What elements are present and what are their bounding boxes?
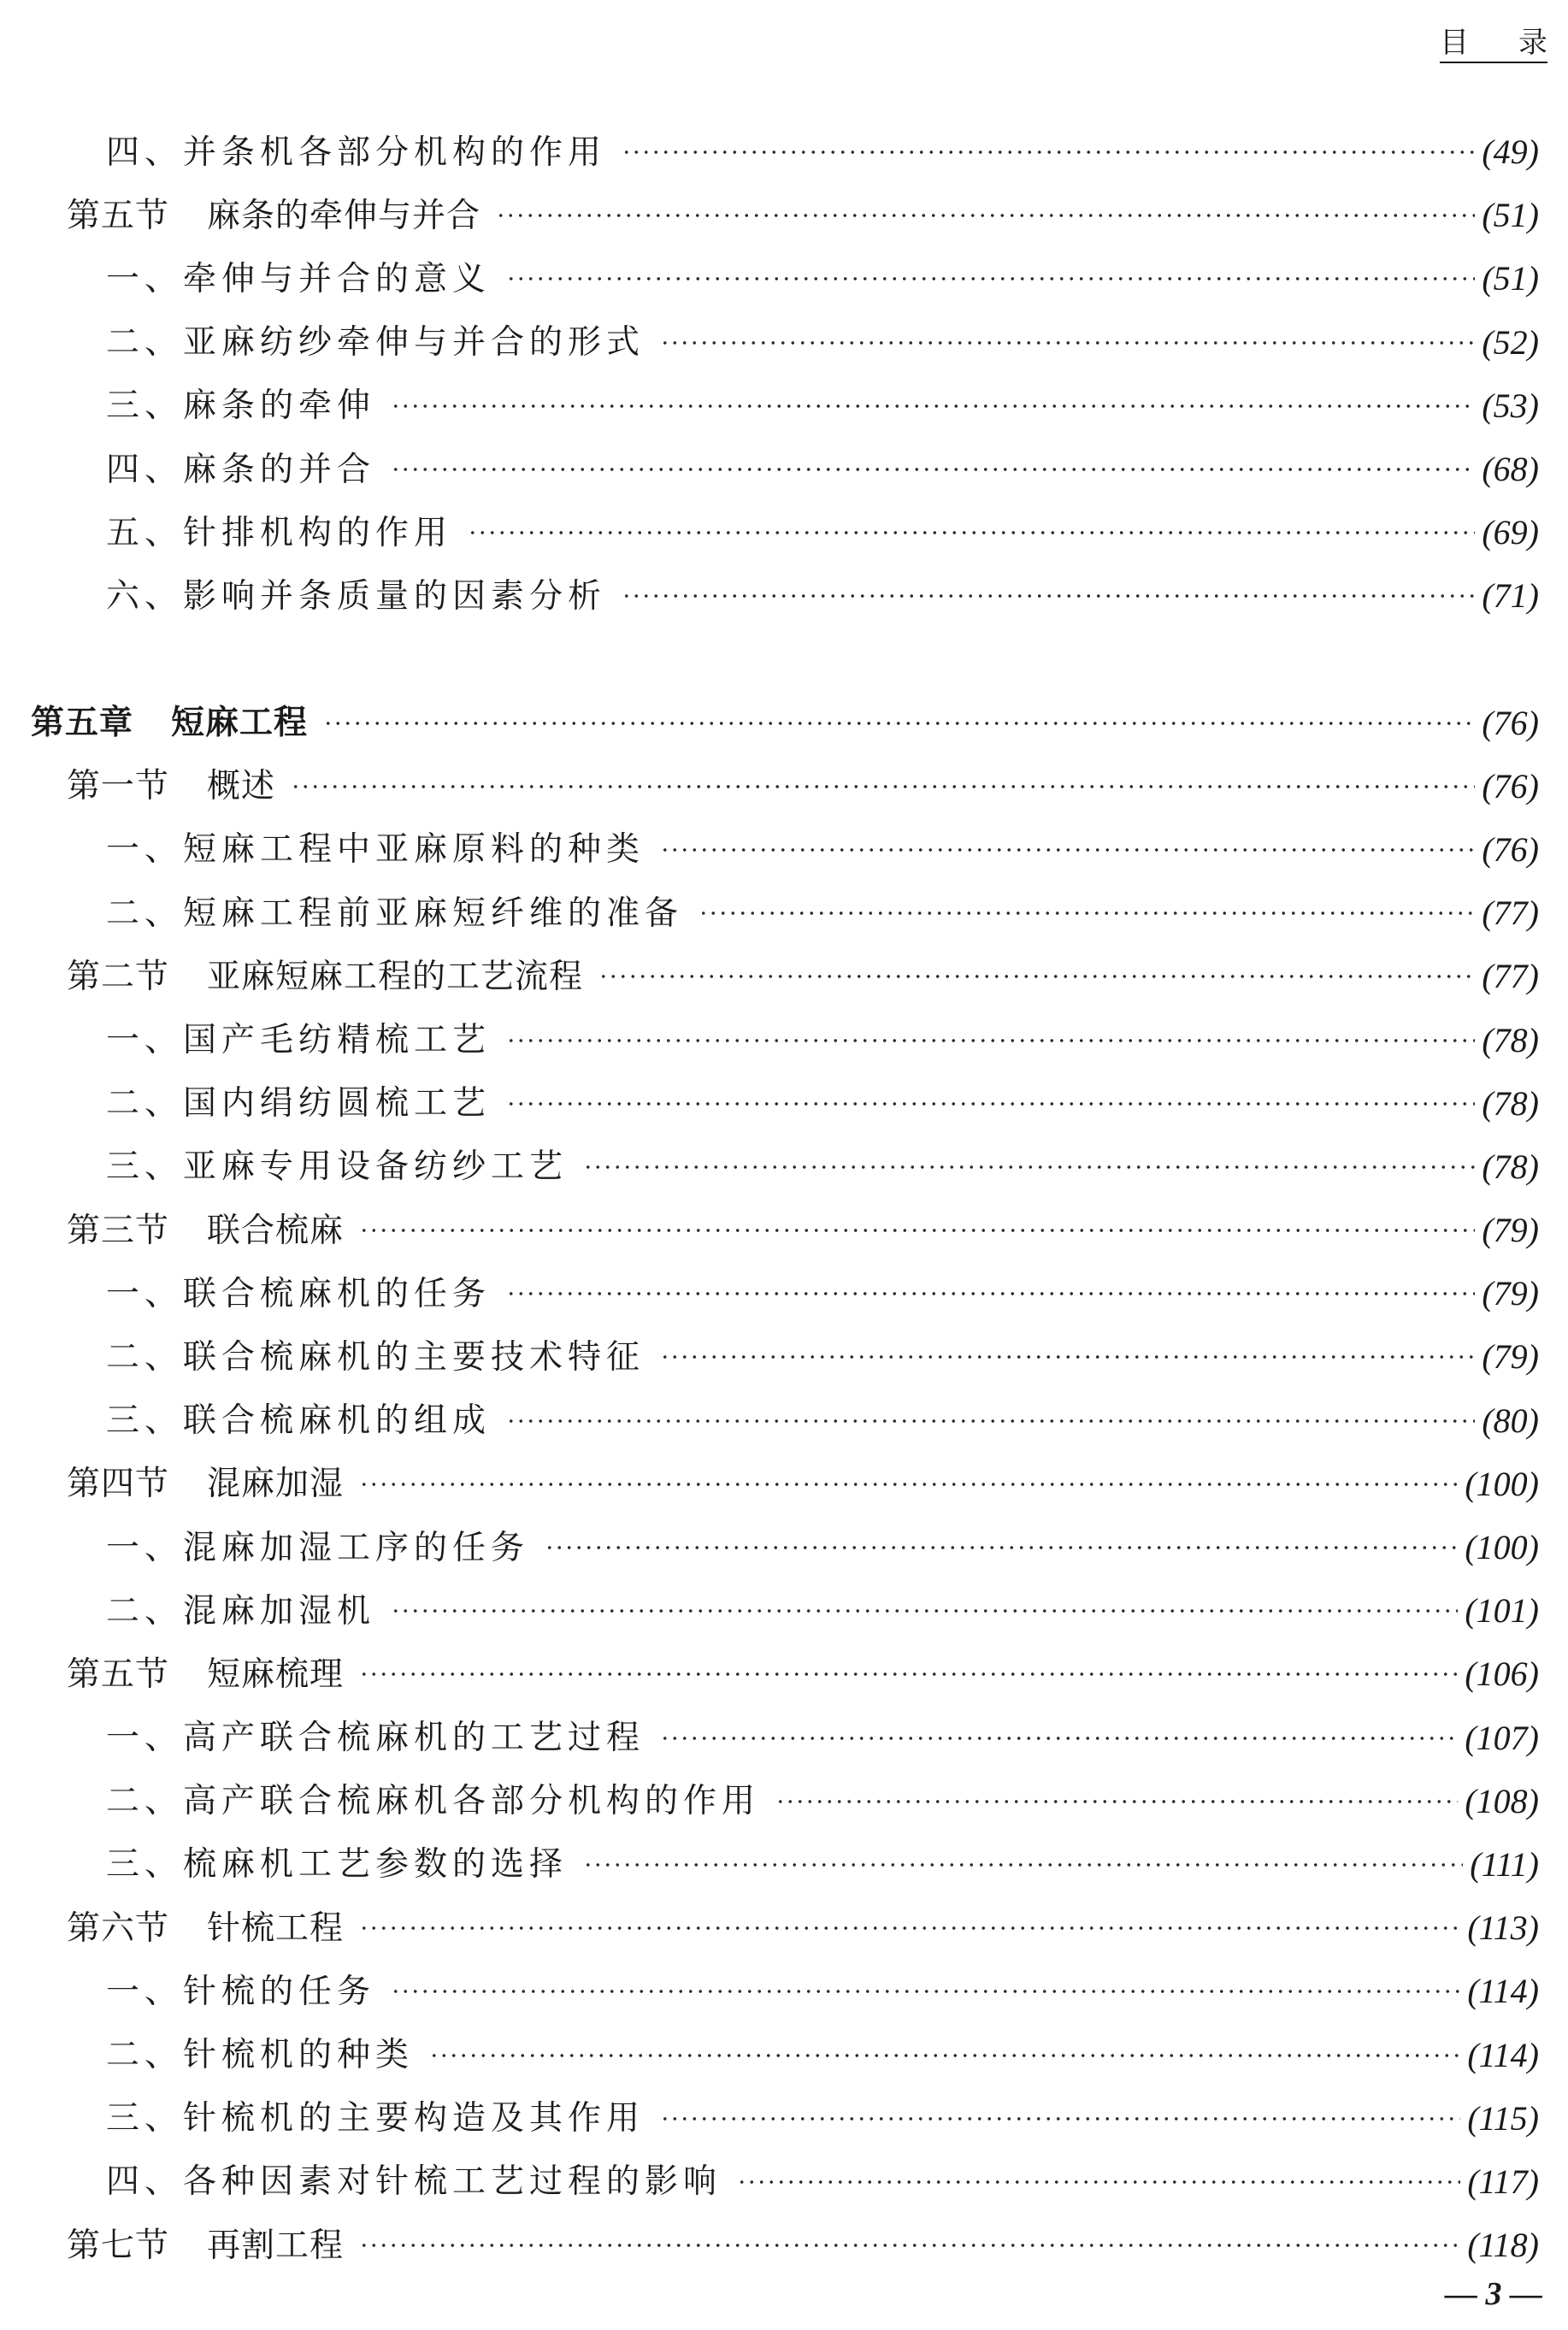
toc-entry-title bbox=[31, 1591, 376, 1631]
toc-entry-text: 短麻工程 bbox=[171, 703, 309, 743]
toc-entry-page: (79) bbox=[1482, 1337, 1539, 1377]
toc-entry-item[interactable] bbox=[31, 2150, 1539, 2214]
dot-leader bbox=[506, 275, 1475, 282]
running-header-left: 目 bbox=[1440, 26, 1469, 60]
toc-entry-text: 二、高产联合梳麻机各部分机构的作用 bbox=[106, 1782, 761, 1821]
toc-entry-text: 一、国产毛纺精梳工艺 bbox=[106, 1021, 492, 1060]
toc-entry-title bbox=[31, 1401, 492, 1441]
dot-leader bbox=[598, 973, 1475, 980]
dot-leader bbox=[429, 2052, 1460, 2059]
dot-leader bbox=[359, 1227, 1475, 1234]
toc-entry-item[interactable] bbox=[31, 1136, 1539, 1199]
toc-entry-title bbox=[31, 767, 276, 806]
toc-entry-section[interactable] bbox=[31, 1643, 1539, 1706]
toc-entry-text: 二、混麻加湿机 bbox=[106, 1591, 376, 1631]
toc-entry-title bbox=[31, 1084, 492, 1124]
dot-leader bbox=[660, 2115, 1460, 2122]
dot-leader bbox=[391, 1988, 1460, 1995]
toc-entry-title bbox=[31, 196, 481, 235]
table-of-contents bbox=[31, 121, 1539, 2277]
toc-entry-label: 第六节 bbox=[67, 1908, 170, 1948]
toc-entry-item[interactable] bbox=[31, 2023, 1539, 2086]
toc-entry-page: (49) bbox=[1482, 133, 1539, 172]
dot-leader bbox=[359, 2242, 1460, 2249]
toc-entry-page: (77) bbox=[1482, 894, 1539, 933]
toc-entry-title bbox=[31, 259, 492, 298]
toc-entry-title bbox=[31, 2099, 645, 2138]
toc-entry-text: 三、针梳机的主要构造及其作用 bbox=[106, 2099, 645, 2138]
toc-entry-item[interactable] bbox=[31, 2087, 1539, 2150]
toc-entry-text: 混麻加湿 bbox=[207, 1465, 345, 1504]
toc-entry-title bbox=[31, 1655, 345, 1694]
toc-entry-page: (78) bbox=[1482, 1083, 1539, 1123]
dot-leader bbox=[737, 2179, 1460, 2185]
toc-entry-title bbox=[31, 894, 684, 933]
toc-entry-page: (69) bbox=[1482, 513, 1539, 552]
toc-entry-page: (77) bbox=[1482, 957, 1539, 996]
toc-entry-title bbox=[31, 1274, 492, 1313]
toc-entry-item[interactable] bbox=[31, 311, 1539, 375]
dot-leader bbox=[359, 1481, 1458, 1488]
toc-entry-item[interactable] bbox=[31, 438, 1539, 501]
toc-entry-item[interactable] bbox=[31, 1833, 1539, 1896]
toc-entry-page: (51) bbox=[1482, 259, 1539, 298]
dot-leader bbox=[660, 1354, 1475, 1360]
toc-entry-title bbox=[31, 450, 376, 489]
toc-entry-section[interactable] bbox=[31, 945, 1539, 1008]
dot-leader bbox=[506, 1037, 1475, 1044]
dot-leader bbox=[545, 1544, 1458, 1551]
toc-entry-label: 第五节 bbox=[67, 1655, 170, 1694]
toc-entry-label: 第一节 bbox=[67, 767, 170, 806]
toc-entry-page: (51) bbox=[1482, 196, 1539, 235]
toc-entry-text: 四、麻条的并合 bbox=[106, 450, 376, 489]
dot-leader bbox=[468, 529, 1475, 536]
toc-entry-title bbox=[31, 2036, 415, 2075]
toc-entry-title bbox=[31, 1021, 492, 1060]
toc-entry-item[interactable] bbox=[31, 1389, 1539, 1453]
toc-entry-text: 一、短麻工程中亚麻原料的种类 bbox=[106, 830, 645, 870]
toc-entry-title bbox=[31, 1908, 345, 1948]
toc-entry-page: (76) bbox=[1482, 829, 1539, 869]
dot-leader bbox=[291, 783, 1475, 790]
toc-entry-text: 六、影响并条质量的因素分析 bbox=[106, 576, 607, 616]
toc-entry-text: 一、联合梳麻机的任务 bbox=[106, 1274, 492, 1313]
dot-leader bbox=[391, 403, 1475, 410]
toc-entry-page: (76) bbox=[1482, 703, 1539, 742]
toc-entry-text: 三、联合梳麻机的组成 bbox=[106, 1401, 492, 1441]
toc-entry-page: (78) bbox=[1482, 1147, 1539, 1186]
toc-entry-title bbox=[31, 2162, 722, 2202]
toc-entry-title bbox=[31, 576, 607, 616]
toc-entry-item[interactable] bbox=[31, 501, 1539, 564]
toc-entry-label: 第七节 bbox=[67, 2226, 170, 2265]
toc-entry-item[interactable] bbox=[31, 1262, 1539, 1325]
toc-entry-title bbox=[31, 2226, 345, 2265]
toc-entry-page: (115) bbox=[1467, 2098, 1539, 2138]
toc-entry-page: (76) bbox=[1482, 766, 1539, 805]
page-number: — 3 — bbox=[1445, 2276, 1542, 2312]
toc-entry-section[interactable] bbox=[31, 184, 1539, 247]
toc-entry-title bbox=[31, 1972, 376, 2011]
toc-entry-title bbox=[31, 513, 453, 552]
dot-leader bbox=[359, 1925, 1460, 1932]
toc-entry-title bbox=[31, 703, 309, 743]
toc-entry-label: 第五章 bbox=[31, 703, 134, 743]
toc-entry-page: (78) bbox=[1482, 1020, 1539, 1059]
toc-entry-item[interactable] bbox=[31, 375, 1539, 438]
toc-entry-title bbox=[31, 1782, 761, 1821]
toc-entry-section[interactable] bbox=[31, 755, 1539, 818]
toc-entry-item[interactable] bbox=[31, 1072, 1539, 1136]
toc-entry-text: 概述 bbox=[207, 767, 276, 806]
toc-entry-text: 再割工程 bbox=[207, 2226, 345, 2265]
toc-entry-item[interactable] bbox=[31, 1960, 1539, 2023]
toc-entry-page: (79) bbox=[1482, 1211, 1539, 1250]
toc-entry-title bbox=[31, 1719, 645, 1758]
toc-entry-item[interactable] bbox=[31, 247, 1539, 310]
toc-entry-label: 第四节 bbox=[67, 1465, 170, 1504]
dot-leader bbox=[506, 1290, 1475, 1297]
toc-entry-page: (113) bbox=[1467, 1908, 1539, 1948]
running-header-right: 录 bbox=[1518, 26, 1547, 60]
toc-entry-title bbox=[31, 830, 645, 870]
toc-entry-page: (100) bbox=[1465, 1464, 1539, 1503]
toc-entry-item[interactable] bbox=[31, 564, 1539, 628]
toc-entry-text: 三、梳麻机工艺参数的选择 bbox=[106, 1845, 569, 1885]
toc-entry-page: (79) bbox=[1482, 1274, 1539, 1313]
toc-entry-text: 一、混麻加湿工序的任务 bbox=[106, 1528, 530, 1567]
toc-entry-page: (118) bbox=[1467, 2226, 1539, 2265]
toc-entry-label: 第二节 bbox=[67, 957, 170, 996]
dot-leader bbox=[506, 1418, 1475, 1425]
toc-entry-item[interactable] bbox=[31, 1516, 1539, 1579]
toc-entry-text: 二、短麻工程前亚麻短纤维的准备 bbox=[106, 894, 684, 933]
toc-entry-item[interactable] bbox=[31, 1579, 1539, 1643]
toc-entry-title bbox=[31, 1845, 569, 1885]
toc-entry-title bbox=[31, 1147, 569, 1187]
toc-entry-section[interactable] bbox=[31, 2214, 1539, 2277]
toc-entry-text: 三、麻条的牵伸 bbox=[106, 386, 376, 426]
toc-entry-page: (52) bbox=[1482, 322, 1539, 362]
toc-entry-text: 三、亚麻专用设备纺纱工艺 bbox=[106, 1147, 569, 1187]
toc-entry-text: 二、联合梳麻机的主要技术特征 bbox=[106, 1337, 645, 1377]
toc-entry-item[interactable] bbox=[31, 1707, 1539, 1770]
toc-entry-text: 联合梳麻 bbox=[207, 1211, 345, 1250]
toc-entry-page: (108) bbox=[1465, 1781, 1539, 1820]
toc-entry-item[interactable] bbox=[31, 1325, 1539, 1389]
dot-leader bbox=[323, 720, 1475, 727]
dot-leader bbox=[583, 1164, 1475, 1171]
toc-entry-title bbox=[31, 1211, 345, 1250]
toc-entry-label: 第三节 bbox=[67, 1211, 170, 1250]
toc-entry-page: (68) bbox=[1482, 450, 1539, 489]
toc-entry-title bbox=[31, 957, 584, 996]
toc-entry-text: 五、针排机构的作用 bbox=[106, 513, 453, 552]
toc-entry-text: 针梳工程 bbox=[207, 1908, 345, 1948]
toc-entry-title bbox=[31, 323, 645, 363]
dot-leader bbox=[391, 466, 1475, 473]
toc-entry-text: 一、针梳的任务 bbox=[106, 1972, 376, 2011]
dot-leader bbox=[583, 1861, 1463, 1868]
toc-entry-text: 四、并条机各部分机构的作用 bbox=[106, 133, 607, 172]
toc-entry-item[interactable] bbox=[31, 1008, 1539, 1071]
toc-entry-page: (53) bbox=[1482, 386, 1539, 425]
toc-entry-page: (117) bbox=[1467, 2162, 1539, 2201]
toc-entry-title bbox=[31, 1528, 530, 1567]
toc-entry-page: (114) bbox=[1467, 1972, 1539, 2011]
dot-leader bbox=[660, 339, 1475, 346]
toc-entry-text: 亚麻短麻工程的工艺流程 bbox=[207, 957, 584, 996]
toc-entry-page: (80) bbox=[1482, 1401, 1539, 1440]
toc-entry-section[interactable] bbox=[31, 1453, 1539, 1516]
toc-entry-page: (111) bbox=[1470, 1844, 1539, 1884]
toc-entry-page: (101) bbox=[1465, 1591, 1539, 1631]
toc-entry-page: (107) bbox=[1465, 1718, 1539, 1757]
toc-entry-text: 麻条的牵伸与并合 bbox=[207, 196, 481, 235]
dot-leader bbox=[660, 1735, 1458, 1742]
toc-entry-item[interactable] bbox=[31, 818, 1539, 882]
dot-leader bbox=[622, 149, 1475, 156]
toc-entry-page: (106) bbox=[1465, 1655, 1539, 1694]
dot-leader bbox=[775, 1798, 1458, 1805]
toc-entry-label: 第五节 bbox=[67, 196, 170, 235]
toc-entry-item[interactable] bbox=[31, 882, 1539, 945]
dot-leader bbox=[506, 1100, 1475, 1107]
toc-entry-item[interactable] bbox=[31, 1770, 1539, 1833]
dot-leader bbox=[699, 910, 1475, 917]
dot-leader bbox=[391, 1607, 1458, 1614]
dot-leader bbox=[359, 1671, 1458, 1678]
toc-entry-section[interactable] bbox=[31, 1199, 1539, 1262]
toc-entry-title bbox=[31, 1465, 345, 1504]
toc-entry-text: 二、亚麻纺纱牵伸与并合的形式 bbox=[106, 323, 645, 363]
toc-entry-text: 一、牵伸与并合的意义 bbox=[106, 259, 492, 298]
dot-leader bbox=[622, 593, 1475, 599]
toc-entry-title bbox=[31, 133, 607, 172]
toc-entry-title bbox=[31, 1337, 645, 1377]
toc-entry-chapter[interactable] bbox=[31, 692, 1539, 755]
toc-entry-text: 二、针梳机的种类 bbox=[106, 2036, 415, 2075]
dot-leader bbox=[496, 212, 1475, 219]
toc-entry-page: (71) bbox=[1482, 576, 1539, 616]
toc-entry-page: (100) bbox=[1465, 1528, 1539, 1567]
toc-entry-item[interactable] bbox=[31, 121, 1539, 184]
toc-entry-text: 短麻梳理 bbox=[207, 1655, 345, 1694]
toc-entry-page: (114) bbox=[1467, 2035, 1539, 2074]
toc-entry-title bbox=[31, 386, 376, 426]
toc-entry-text: 一、高产联合梳麻机的工艺过程 bbox=[106, 1719, 645, 1758]
toc-entry-text: 二、国内绢纺圆梳工艺 bbox=[106, 1084, 492, 1124]
toc-entry-text: 四、各种因素对针梳工艺过程的影响 bbox=[106, 2162, 722, 2202]
dot-leader bbox=[660, 846, 1475, 853]
running-header bbox=[1440, 26, 1547, 63]
toc-entry-section[interactable] bbox=[31, 1896, 1539, 1960]
